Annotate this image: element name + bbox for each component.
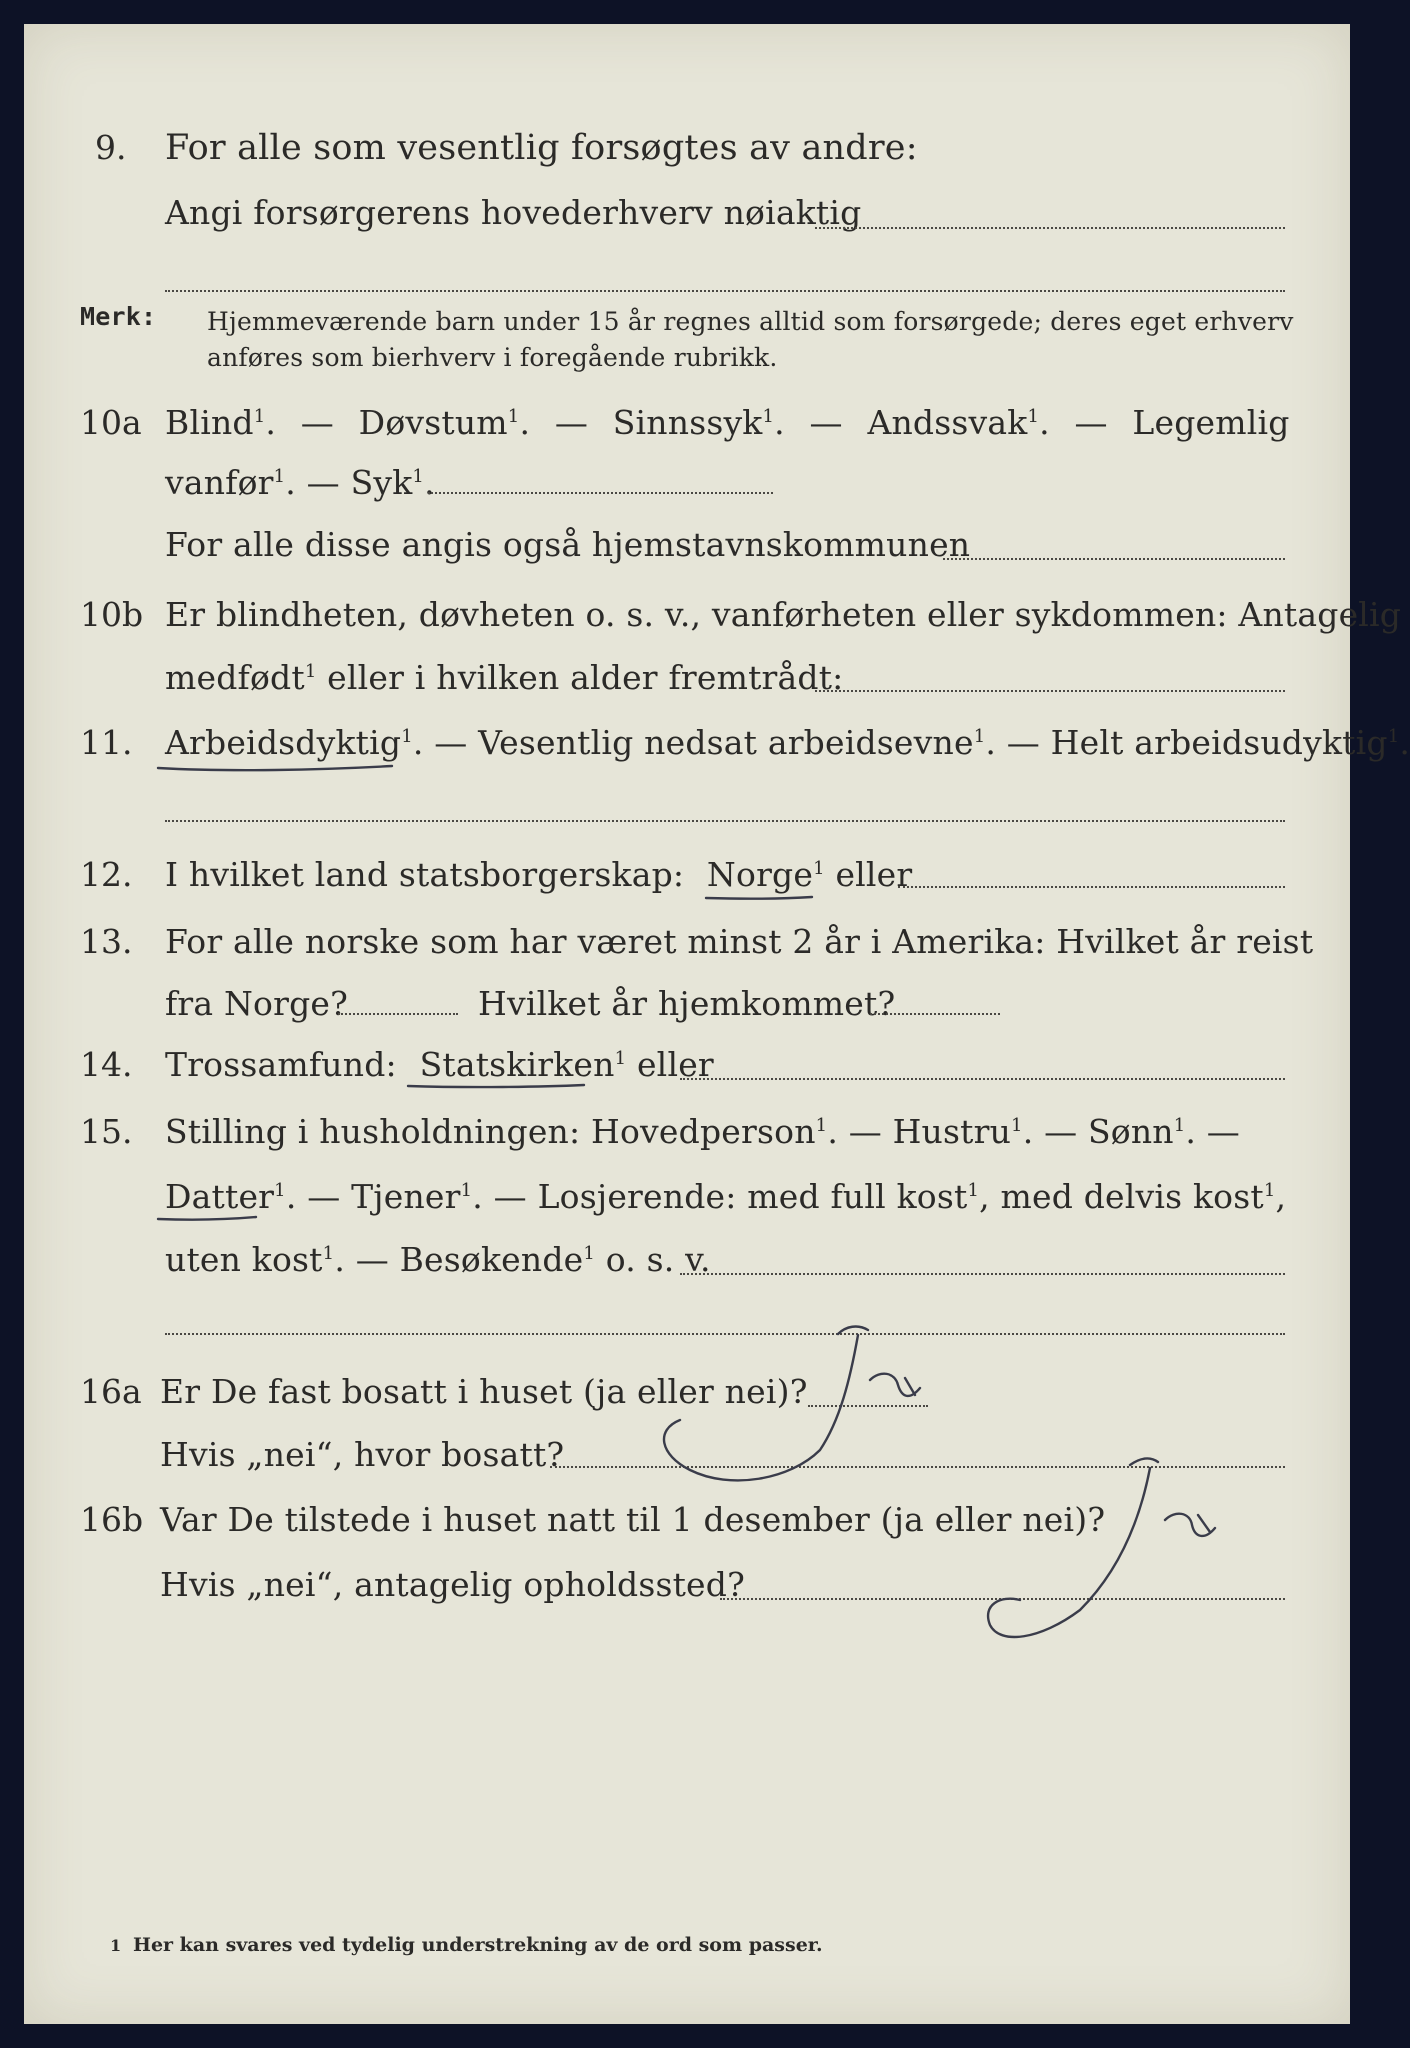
option-arbeidsdyktig[interactable]: Arbeidsdyktig	[165, 723, 402, 762]
q10b-number: 10b	[80, 595, 144, 634]
option-datter[interactable]: Datter	[165, 1177, 275, 1216]
q10b-line1: Er blindheten, døvheten o. s. v., vanførheten eller sykdommen: Antagelig	[165, 595, 1402, 634]
q12-answer-field[interactable]	[898, 886, 1285, 888]
q11-number: 11.	[80, 723, 133, 762]
q12-line: I hvilket land statsborgerskap: Norge$^1$ eller	[165, 855, 913, 894]
q9-line2: Angi forsørgerens hovederhverv nøiaktig	[165, 193, 862, 232]
option-andssvak[interactable]: . — Andssvak	[774, 403, 1028, 442]
option-legemlig[interactable]: . — Legemlig	[1039, 403, 1290, 442]
q15-answer-field[interactable]	[680, 1273, 1285, 1275]
q16a-line1: Er De fast bosatt i huset (ja eller nei)?	[160, 1372, 808, 1411]
q10b-line2: medfødt$^1$ eller i hvilken alder fremtrådt:	[165, 658, 844, 697]
option-statskirken[interactable]: Statskirken	[419, 1045, 615, 1084]
merk-line1: Hjemmeværende barn under 15 år regnes alltid som forsørgede; deres eget erhverv	[207, 307, 1294, 336]
q9-number: 9.	[95, 128, 127, 167]
q13-reist-field[interactable]	[338, 1013, 458, 1015]
option-hustru[interactable]: . — Hustru	[827, 1112, 1012, 1151]
q10a-line2: vanfør$^1$. — Syk$^1$.	[165, 463, 435, 502]
q10a-kommune-field[interactable]	[943, 558, 1285, 560]
q16b-opholdssted-field[interactable]	[720, 1598, 1285, 1600]
option-norge[interactable]: Norge	[706, 855, 814, 894]
merk-line2: anføres som bierhverv i foregående rubrikk.	[207, 343, 778, 372]
q14-line: Trossamfund: Statskirken$^1$ eller	[165, 1045, 714, 1084]
option-syk[interactable]: . — Syk	[285, 463, 413, 502]
q15-number: 15.	[80, 1112, 133, 1151]
q16a-number: 16a	[80, 1372, 142, 1411]
q14-number: 14.	[80, 1045, 133, 1084]
option-dovstum[interactable]: . — Døvstum	[265, 403, 508, 442]
q9-line1: For alle som vesentlig forsøgtes av andre:	[165, 128, 918, 168]
footnote-text: Her kan svares ved tydelig understrekning av de ord som passer.	[133, 1934, 823, 1956]
option-full-kost[interactable]: . — Losjerende: med full kost	[472, 1177, 968, 1216]
option-uten-kost[interactable]: uten kost	[165, 1240, 323, 1279]
option-delvis-kost[interactable]: , med delvis kost	[979, 1177, 1264, 1216]
option-sinnssyk[interactable]: . — Sinnssyk	[519, 403, 763, 442]
option-arbeidsudyktig[interactable]: . — Helt arbeidsudyktig	[985, 723, 1388, 762]
option-nedsat-arbeidsevne[interactable]: . — Vesentlig nedsat arbeidsevne	[412, 723, 974, 762]
q16b-number: 16b	[80, 1500, 144, 1539]
q16b-line1: Var De tilstede i huset natt til 1 desember (ja eller nei)?	[160, 1500, 1106, 1539]
q15-line3: uten kost$^1$. — Besøkende$^1$ o. s. v.	[165, 1240, 711, 1279]
option-medfodt[interactable]: medfødt	[165, 658, 305, 697]
q10a-line1: Blind$^1$. — Døvstum$^1$. — Sinnssyk$^1$. — Andssvak$^1$. — Legemlig	[165, 403, 1290, 442]
q16a-answer-field[interactable]	[808, 1405, 928, 1407]
q16a-bosatt-field[interactable]	[550, 1466, 1285, 1468]
q13-line2a: fra Norge?	[165, 984, 349, 1023]
option-besokende[interactable]: . — Besøkende	[334, 1240, 584, 1279]
q13-line1: For alle norske som har været minst 2 år i Amerika: Hvilket år reist	[165, 922, 1314, 961]
q9-answer-field-2[interactable]	[165, 290, 1285, 292]
q12-number: 12.	[80, 855, 133, 894]
option-tjener[interactable]: . — Tjener	[285, 1177, 461, 1216]
q11-answer-field[interactable]	[165, 820, 1285, 822]
q14-answer-field[interactable]	[680, 1078, 1285, 1080]
q16a-line2: Hvis „nei“, hvor bosatt?	[160, 1435, 565, 1474]
q13-line2b: Hvilket år hjemkommet?	[478, 984, 896, 1023]
q15-line1: Stilling i husholdningen: Hovedperson$^1$. — Hustru$^1$. — Sønn$^1$. —	[165, 1112, 1241, 1151]
q10a-line3: For alle disse angis også hjemstavnskommunen	[165, 525, 971, 564]
q9-answer-field[interactable]	[815, 227, 1285, 229]
q10a-number: 10a	[80, 403, 142, 442]
option-vanfor[interactable]: vanfør	[165, 463, 274, 502]
q15-answer-field-2[interactable]	[165, 1333, 1285, 1335]
footnote-mark: 1	[110, 1936, 122, 1955]
q15-line2: Datter$^1$. — Tjener$^1$. — Losjerende: med full kost$^1$, med delvis kost$^1$,	[165, 1177, 1287, 1216]
q10a-answer-field[interactable]	[428, 492, 773, 494]
merk-label: Merk:	[80, 302, 157, 331]
option-blind[interactable]: Blind	[165, 403, 254, 442]
q16b-line2: Hvis „nei“, antagelig opholdssted?	[160, 1565, 745, 1604]
q13-hjemkommet-field[interactable]	[870, 1013, 1000, 1015]
q10b-answer-field[interactable]	[815, 690, 1285, 692]
q11-line: Arbeidsdyktig$^1$. — Vesentlig nedsat arbeidsevne$^1$. — Helt arbeidsudyktig$^1$.	[165, 723, 1410, 762]
option-sonn[interactable]: . — Sønn	[1022, 1112, 1174, 1151]
q13-number: 13.	[80, 922, 133, 961]
